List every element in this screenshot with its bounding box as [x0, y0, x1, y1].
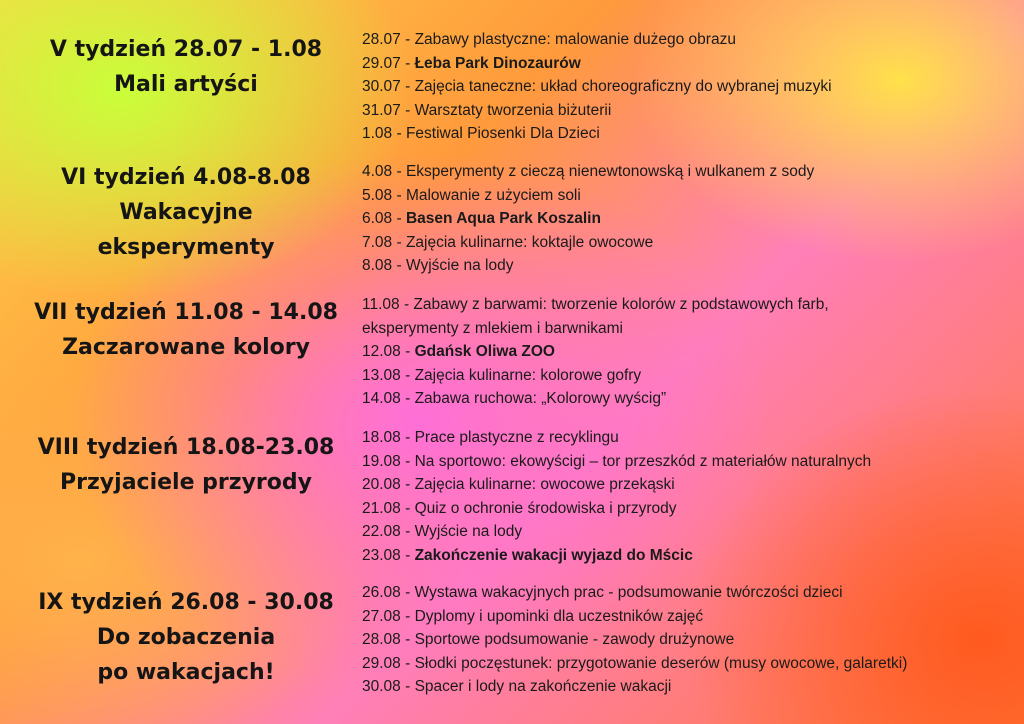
activity-list	[362, 28, 1012, 146]
activity-text: Na sportowo: ekowyścigi – tor przeszkód z materiałów naturalnych	[414, 452, 872, 470]
activity-separator: -	[400, 31, 415, 48]
activity-separator: -	[400, 678, 415, 695]
activity-text: Wyjście na lody	[414, 523, 523, 540]
activity-item	[362, 184, 1012, 208]
activity-item	[362, 497, 1012, 521]
week-theme: Zaczarowane kolory	[62, 335, 310, 360]
week-heading	[0, 32, 372, 102]
week-theme: Mali artyści	[114, 72, 258, 97]
activity-date: 21.08	[362, 499, 401, 517]
activity-text: Prace plastyczne z recyklingu	[414, 429, 619, 446]
activity-item	[362, 160, 1012, 184]
activity-item	[362, 426, 1012, 450]
activity-separator: -	[400, 78, 415, 95]
activity-text: Łeba Park Dinozaurów	[414, 54, 581, 72]
activity-text: Słodki poczęstunek: przygotowanie deserów (musy owocowe, galaretki)	[414, 654, 908, 672]
activity-separator: -	[400, 390, 415, 407]
activity-item	[362, 387, 1012, 411]
activity-date: 30.07	[362, 78, 401, 95]
week-title: VI tydzień 4.08-8.08	[61, 165, 311, 190]
activity-separator: -	[400, 607, 415, 625]
activity-text: Dyplomy i upominki dla uczestników zajęć	[414, 607, 704, 625]
activity-date: 31.07	[362, 101, 401, 119]
activity-text: Malowanie z użyciem soli	[405, 186, 581, 204]
activity-item	[362, 450, 1012, 474]
activity-date: 28.07	[362, 31, 401, 48]
activity-date: 4.08	[362, 163, 393, 180]
activity-separator: -	[400, 523, 415, 540]
activity-date: 22.08	[362, 523, 401, 540]
activity-date: 8.08	[362, 257, 393, 274]
activity-separator: -	[400, 546, 415, 564]
activity-list	[362, 581, 1012, 699]
activity-separator: -	[400, 452, 415, 470]
activity-item	[362, 544, 1012, 568]
activity-separator: -	[392, 210, 406, 227]
activity-item	[362, 99, 1012, 123]
activity-date: 18.08	[362, 429, 401, 446]
week-title: VIII tydzień 18.08-23.08	[37, 435, 335, 460]
activity-date: 20.08	[362, 476, 401, 493]
activity-text: Wyjście na lody	[405, 257, 514, 274]
activity-text: Gdańsk Oliwa ZOO	[414, 343, 555, 360]
week-title: VII tydzień 11.08 - 14.08	[34, 300, 338, 325]
activity-date: 7.08	[362, 233, 393, 251]
activity-item	[362, 652, 1012, 676]
activity-date: 26.08	[362, 584, 401, 601]
week-theme: eksperymenty	[97, 235, 275, 260]
activity-item	[362, 581, 1012, 605]
activity-text: Zajęcia kulinarne: kolorowe gofry	[414, 366, 642, 384]
activity-date: 29.08	[362, 654, 401, 672]
activity-date: 30.08	[362, 678, 401, 695]
week-theme: Przyjaciele przyrody	[60, 470, 312, 495]
activity-text: Warsztaty tworzenia biżuterii	[414, 101, 612, 119]
activity-date: 6.08	[362, 210, 393, 227]
activity-separator: -	[400, 54, 415, 72]
activity-date: 23.08	[362, 546, 401, 564]
activity-text: Zabawy z barwami: tworzenie kolorów z podstawowych farb, eksperymenty z mlekiem i barwnikami	[362, 296, 829, 337]
activity-separator: -	[399, 296, 414, 313]
activity-item	[362, 122, 1012, 146]
activity-separator: -	[400, 366, 415, 384]
activity-date: 12.08	[362, 343, 401, 360]
week-heading	[0, 430, 372, 500]
activity-item	[362, 75, 1012, 99]
activity-item	[362, 520, 1012, 544]
activity-item	[362, 207, 1012, 231]
activity-item	[362, 675, 1012, 699]
week-title: IX tydzień 26.08 - 30.08	[38, 590, 334, 615]
activity-item	[362, 231, 1012, 255]
week-theme: Do zobaczenia	[96, 625, 276, 650]
activity-separator: -	[400, 499, 415, 517]
activity-item	[362, 605, 1012, 629]
activity-date: 13.08	[362, 366, 401, 384]
activity-text: Festiwal Piosenki Dla Dzieci	[405, 125, 600, 142]
activity-separator: -	[392, 233, 406, 251]
activity-date: 19.08	[362, 452, 401, 470]
activity-date: 1.08	[362, 125, 393, 142]
activity-text: Sportowe podsumowanie - zawody drużynowe	[414, 631, 735, 648]
activity-date: 28.08	[362, 631, 401, 648]
activity-date: 29.07	[362, 54, 401, 72]
week-heading	[0, 160, 372, 265]
activity-text: Eksperymenty z cieczą nienewtonowską i wulkanem z sody	[405, 163, 815, 180]
activity-item	[362, 28, 1012, 52]
week-theme: Wakacyjne	[119, 200, 253, 225]
activity-text: Zajęcia kulinarne: koktajle owocowe	[405, 233, 654, 251]
activity-separator: -	[392, 257, 406, 274]
activity-list	[362, 160, 1012, 278]
activity-item	[362, 52, 1012, 76]
activity-item	[362, 340, 1012, 364]
activity-separator: -	[400, 476, 415, 493]
week-theme: po wakacjach!	[97, 660, 275, 685]
activity-text: Zakończenie wakacji wyjazd do Mścic	[414, 546, 693, 564]
activity-text: Zajęcia taneczne: układ choreograficzny do wybranej muzyki	[414, 78, 832, 95]
activity-text: Quiz o ochronie środowiska i przyrody	[414, 499, 677, 517]
activity-item	[362, 628, 1012, 652]
week-title: V tydzień 28.07 - 1.08	[49, 37, 323, 62]
activity-text: Spacer i lody na zakończenie wakacji	[414, 678, 672, 695]
activity-date: 11.08	[362, 296, 400, 313]
activity-text: Basen Aqua Park Koszalin	[405, 210, 601, 227]
activity-text: Zabawy plastyczne: malowanie dużego obrazu	[414, 31, 736, 48]
activity-separator: -	[400, 654, 415, 672]
activity-text: Zabawa ruchowa: „Kolorowy wyścig”	[414, 390, 667, 407]
activity-text: Wystawa wakacyjnych prac - podsumowanie twórczości dzieci	[414, 584, 843, 601]
week-heading	[0, 295, 372, 365]
activity-separator: -	[392, 186, 406, 204]
activity-separator: -	[400, 101, 415, 119]
week-heading	[0, 585, 372, 690]
activity-separator: -	[400, 631, 415, 648]
activity-separator: -	[400, 343, 415, 360]
activity-date: 27.08	[362, 607, 401, 625]
activity-text: Zajęcia kulinarne: owocowe przekąski	[414, 476, 675, 493]
activity-date: 14.08	[362, 390, 401, 407]
activity-separator: -	[400, 584, 415, 601]
activity-separator: -	[392, 125, 406, 142]
activity-list	[362, 426, 1012, 567]
activity-item	[362, 364, 1012, 388]
activity-date: 5.08	[362, 186, 393, 204]
activity-separator: -	[400, 429, 415, 446]
activity-item	[362, 254, 1012, 278]
activity-item	[362, 293, 882, 340]
activity-separator: -	[392, 163, 406, 180]
activity-list	[362, 293, 1012, 411]
activity-item	[362, 473, 1012, 497]
